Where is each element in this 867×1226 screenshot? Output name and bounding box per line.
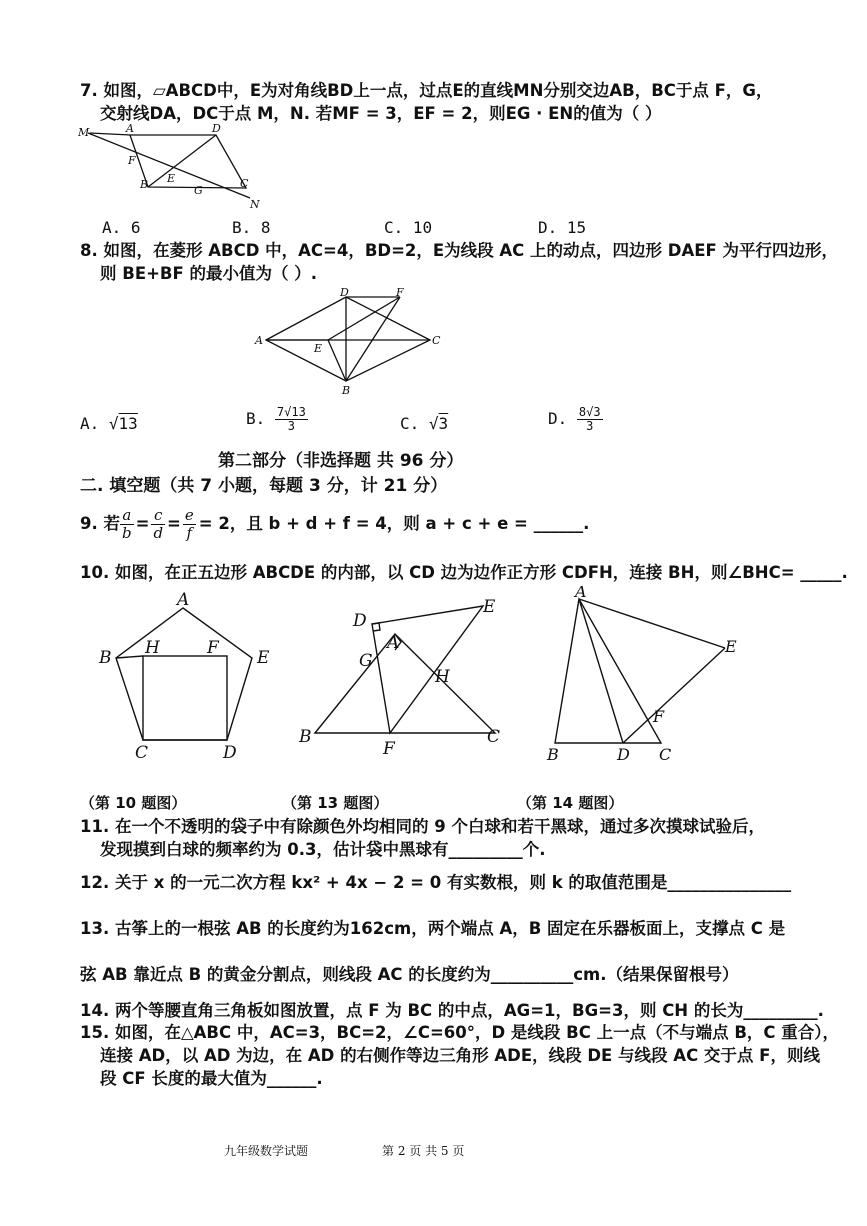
- q7-label-F: F: [128, 154, 136, 167]
- q8-option-c: [400, 414, 448, 433]
- q7-label-M: M: [78, 126, 90, 139]
- fig10-label-H: H: [145, 638, 160, 658]
- fig13-label-B: B: [299, 727, 312, 747]
- q8-label-B: B: [342, 384, 351, 397]
- caption-fig14: （第 14 题图）: [517, 794, 624, 812]
- q15-line1: 15. 如图，在△ABC 中，AC=3，BC=2，∠C=60°，D 是线段 BC 上一点（不与端点 B，C 重合），: [80, 1023, 840, 1042]
- q15-line2: 连接 AD，以 AD 为边，在 AD 的右侧作等边三角形 ADE，线段 DE 与线段 AC 交于点 F，则线: [100, 1046, 820, 1065]
- q14-line1: 14. 两个等腰直角三角板如图放置，点 F 为 BC 的中点，AG=1，BG=3，则 CH 的长为_________.: [80, 1001, 824, 1020]
- caption-fig10: （第 10 题图）: [80, 794, 187, 812]
- q7-label-N: N: [250, 198, 260, 210]
- fig10-label-F: F: [207, 638, 219, 658]
- q9-frac-2-num: c: [151, 507, 165, 525]
- q7-line1: 7. 如图，▱ABCD中，E为对角线BD上一点，过点E的直线MN分别交边AB，BC于点 F，G，: [80, 81, 773, 100]
- fig10-label-D: D: [223, 743, 237, 762]
- q8-line1: 8. 如图，在菱形 ABCD 中，AC=4，BD=2，E为线段 AC 上的动点，四边形 DAEF 为平行四边形，: [80, 241, 839, 260]
- q7-label-A: A: [126, 124, 134, 135]
- q7-labels: [78, 124, 260, 210]
- fig10-figure: [95, 590, 275, 762]
- section2-title: 二. 填空题（共 7 小题，每题 3 分，计 21 分）: [80, 476, 448, 496]
- q9-frac-1-num: a: [120, 507, 134, 525]
- q10-line1: 10. 如图，在正五边形 ABCDE 的内部，以 CD 边为边作正方形 CDFH，连接 BH，则∠BHC= _____.: [80, 563, 848, 582]
- part2-title: 第二部分（非选择题 共 96 分）: [218, 451, 464, 471]
- q8-label-F: F: [396, 286, 404, 299]
- q8-figure: [252, 284, 452, 400]
- fig13-label-H: H: [435, 667, 450, 687]
- fig14-label-F: F: [653, 707, 665, 726]
- q8-option-d-prefix: D.: [548, 409, 568, 428]
- fig14-labels: [546, 586, 737, 764]
- q7-option-d: D. 15: [538, 218, 587, 237]
- q7-label-B: B: [140, 178, 149, 191]
- q9-frac-1-den: b: [122, 523, 132, 542]
- fig14-label-B: B: [547, 745, 559, 764]
- q11-line1: 11. 在一个不透明的袋子中有除颜色外均相同的 9 个白球和若干黑球，通过多次摸球试验后，: [80, 817, 765, 836]
- q8-option-b: [246, 406, 308, 433]
- q7-line2: 交射线DA，DC于点 M，N. 若MF = 3，EF = 2，则EG · EN的值为（ ）: [100, 104, 662, 123]
- fig13-label-C: C: [487, 727, 501, 747]
- q8-option-a: [80, 414, 138, 433]
- fig10-label-A: A: [177, 590, 190, 610]
- fig14-label-A: A: [575, 586, 587, 601]
- footer-left: 九年级数学试题: [224, 1144, 309, 1158]
- q7-label-G: G: [194, 184, 203, 197]
- q8-label-A: A: [255, 334, 263, 347]
- q8-label-C: C: [432, 334, 441, 347]
- fig14-label-C: C: [659, 745, 672, 764]
- q9-eq-sign-2: =: [167, 514, 181, 533]
- q7-figure: [78, 124, 268, 210]
- fig13-figure: [295, 590, 515, 762]
- fig14-figure: [535, 586, 755, 766]
- fig10-labels: [98, 590, 270, 762]
- fig13-label-A: A: [387, 633, 400, 653]
- q9-eq-sign-1: =: [135, 514, 150, 533]
- fig13-labels: [298, 597, 500, 759]
- q9-frac-3-num: e: [184, 505, 194, 524]
- q7-label-E: E: [167, 172, 176, 185]
- q7-label-C: C: [240, 177, 249, 190]
- q8-option-b-num: 7√13: [276, 405, 306, 419]
- q8-label-E: E: [314, 342, 323, 355]
- q8-label-D: D: [340, 286, 349, 299]
- q9-rest: = 2，且 b + d + f = 4，则 a + c + e = ______.: [198, 514, 590, 533]
- fig14-label-E: E: [725, 637, 737, 656]
- q7-option-b: B. 8: [232, 218, 271, 237]
- q8-option-d: [548, 406, 603, 433]
- q9-frac-2: [151, 507, 165, 542]
- q8-option-b-den: 3: [287, 419, 295, 433]
- q8-option-a-prefix: A.: [80, 414, 100, 433]
- sqrt-icon: √: [428, 414, 439, 433]
- q9-prefix: 9. 若: [80, 514, 120, 533]
- fig13-label-E: E: [483, 597, 496, 617]
- fig13-label-F: F: [383, 739, 395, 759]
- q13-line1: 13. 古筝上的一根弦 AB 的长度约为162cm，两个端点 A，B 固定在乐器板面上，支撑点 C 是: [80, 919, 786, 938]
- caption-fig13: （第 13 题图）: [282, 794, 389, 812]
- q8-option-d-fraction: [577, 406, 603, 433]
- fig10-label-C: C: [135, 743, 149, 762]
- sqrt-icon: √: [108, 414, 119, 433]
- q12-line1: 12. 关于 x 的一元二次方程 kx² + 4x − 2 = 0 有实数根，则 k 的取值范围是_______________: [80, 873, 792, 892]
- q8-option-b-fraction: [275, 406, 308, 433]
- fig14-label-D: D: [617, 745, 630, 764]
- q8-option-d-den: 3: [586, 419, 594, 433]
- fig10-label-E: E: [257, 648, 270, 668]
- q8-option-c-root: 3: [438, 414, 449, 433]
- q8-option-d-num: 8√3: [578, 405, 601, 419]
- q7-option-c: C. 10: [384, 218, 433, 237]
- q9-frac-3-den: f: [186, 523, 193, 542]
- q8-line2: 则 BE+BF 的最小值为（ ）.: [100, 264, 318, 283]
- q9-frac-2-den: d: [153, 523, 164, 542]
- q13-line2: 弦 AB 靠近点 B 的黄金分割点，则线段 AC 的长度约为__________cm.（结果保留根号）: [80, 965, 739, 984]
- fig10-label-B: B: [99, 648, 112, 668]
- q9-line: [80, 502, 589, 546]
- footer-page: 第 2 页 共 5 页: [382, 1144, 465, 1158]
- q11-line2: 发现摸到白球的频率约为 0.3，估计袋中黑球有_________个.: [100, 840, 546, 859]
- fig13-label-D: D: [353, 611, 367, 631]
- q8-option-b-prefix: B.: [246, 409, 266, 428]
- fig13-label-G: G: [359, 651, 373, 671]
- q15-line3: 段 CF 长度的最大值为______.: [100, 1069, 323, 1088]
- q9-frac-1: [120, 507, 134, 542]
- q7-label-D: D: [212, 124, 221, 135]
- q8-option-c-prefix: C.: [400, 414, 420, 433]
- q9-frac-3: [183, 507, 196, 542]
- q8-option-a-root: 13: [118, 414, 138, 433]
- q7-option-a: A. 6: [102, 218, 141, 237]
